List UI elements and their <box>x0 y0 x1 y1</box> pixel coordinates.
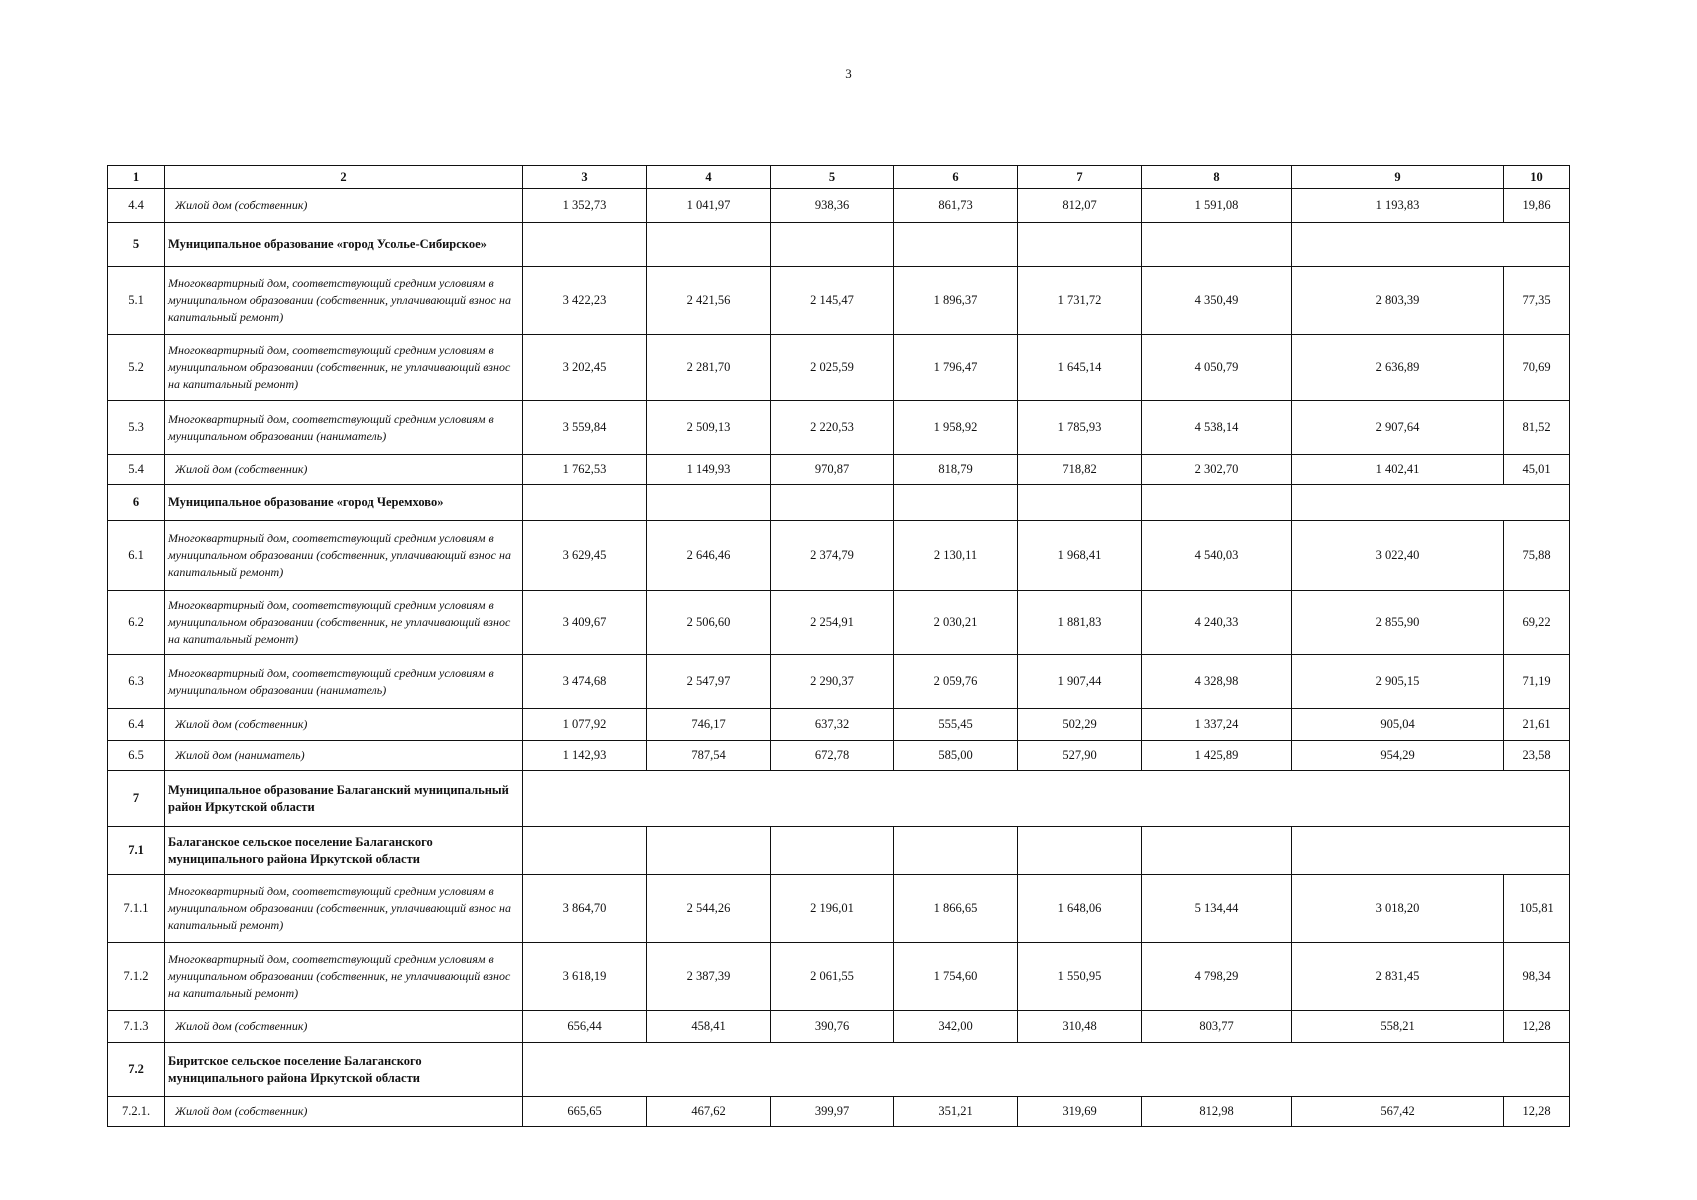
value-cell: 3 422,23 <box>523 267 647 335</box>
section-row <box>108 827 1570 875</box>
empty-cell <box>1292 827 1570 875</box>
value-cell: 2 907,64 <box>1292 401 1504 455</box>
value-cell: 98,34 <box>1504 943 1570 1011</box>
header-cell: 8 <box>1142 166 1292 189</box>
row-name: Жилой дом (собственник) <box>165 189 523 223</box>
table-row <box>108 401 1570 455</box>
row-number: 6.3 <box>108 655 165 709</box>
value-cell: 4 538,14 <box>1142 401 1292 455</box>
table-row <box>108 741 1570 771</box>
value-cell: 2 509,13 <box>647 401 771 455</box>
row-name: Жилой дом (собственник) <box>165 455 523 485</box>
empty-cell <box>894 485 1018 521</box>
value-cell: 2 059,76 <box>894 655 1018 709</box>
header-cell: 3 <box>523 166 647 189</box>
value-cell: 637,32 <box>771 709 894 741</box>
value-cell: 12,28 <box>1504 1097 1570 1127</box>
empty-cell <box>523 827 647 875</box>
section-title: Балаганское сельское поселение Балаганского муниципального района Иркутской области <box>165 827 523 875</box>
value-cell: 3 018,20 <box>1292 875 1504 943</box>
value-cell: 81,52 <box>1504 401 1570 455</box>
table-header-row <box>108 166 1570 189</box>
value-cell: 1 796,47 <box>894 335 1018 401</box>
value-cell: 5 134,44 <box>1142 875 1292 943</box>
value-cell: 4 350,49 <box>1142 267 1292 335</box>
value-cell: 2 061,55 <box>771 943 894 1011</box>
row-name: Многоквартирный дом, соответствующий средним условиям в муниципальном образовании (собственник, уплачивающий взнос на капитальный ремонт) <box>165 875 523 943</box>
row-number: 6.2 <box>108 591 165 655</box>
row-name: Многоквартирный дом, соответствующий средним условиям в муниципальном образовании (собственник, не уплачивающий взнос на капитальный ремонт) <box>165 943 523 1011</box>
value-cell: 2 290,37 <box>771 655 894 709</box>
value-cell: 2 145,47 <box>771 267 894 335</box>
value-cell: 1 142,93 <box>523 741 647 771</box>
value-cell: 4 328,98 <box>1142 655 1292 709</box>
value-cell: 1 402,41 <box>1292 455 1504 485</box>
value-cell: 1 041,97 <box>647 189 771 223</box>
empty-cell <box>1292 485 1570 521</box>
row-number: 5 <box>108 223 165 267</box>
value-cell: 2 646,46 <box>647 521 771 591</box>
value-cell: 3 559,84 <box>523 401 647 455</box>
value-cell: 861,73 <box>894 189 1018 223</box>
value-cell: 2 636,89 <box>1292 335 1504 401</box>
row-number: 7.1 <box>108 827 165 875</box>
row-number: 5.3 <box>108 401 165 455</box>
row-name: Многоквартирный дом, соответствующий средним условиям в муниципальном образовании (собственник, уплачивающий взнос на капитальный ремонт) <box>165 521 523 591</box>
value-cell: 4 798,29 <box>1142 943 1292 1011</box>
value-cell: 310,48 <box>1018 1011 1142 1043</box>
row-number: 7.2 <box>108 1043 165 1097</box>
value-cell: 905,04 <box>1292 709 1504 741</box>
row-name: Многоквартирный дом, соответствующий средним условиям в муниципальном образовании (наниматель) <box>165 401 523 455</box>
table-row <box>108 521 1570 591</box>
value-cell: 1 754,60 <box>894 943 1018 1011</box>
value-cell: 342,00 <box>894 1011 1018 1043</box>
value-cell: 2 220,53 <box>771 401 894 455</box>
table-row <box>108 875 1570 943</box>
value-cell: 3 202,45 <box>523 335 647 401</box>
value-cell: 399,97 <box>771 1097 894 1127</box>
value-cell: 1 337,24 <box>1142 709 1292 741</box>
value-cell: 2 254,91 <box>771 591 894 655</box>
row-name: Многоквартирный дом, соответствующий средним условиям в муниципальном образовании (наниматель) <box>165 655 523 709</box>
value-cell: 45,01 <box>1504 455 1570 485</box>
empty-cell <box>1018 223 1142 267</box>
value-cell: 4 540,03 <box>1142 521 1292 591</box>
value-cell: 458,41 <box>647 1011 771 1043</box>
value-cell: 3 864,70 <box>523 875 647 943</box>
row-name: Жилой дом (наниматель) <box>165 741 523 771</box>
table-row <box>108 335 1570 401</box>
value-cell: 4 050,79 <box>1142 335 1292 401</box>
empty-cell <box>1018 827 1142 875</box>
value-cell: 3 629,45 <box>523 521 647 591</box>
value-cell: 1 648,06 <box>1018 875 1142 943</box>
row-number: 5.2 <box>108 335 165 401</box>
value-cell: 1 896,37 <box>894 267 1018 335</box>
value-cell: 2 506,60 <box>647 591 771 655</box>
row-name: Многоквартирный дом, соответствующий средним условиям в муниципальном образовании (собственник, не уплачивающий взнос на капитальный ремонт) <box>165 591 523 655</box>
empty-cell <box>523 223 647 267</box>
empty-cell <box>894 827 1018 875</box>
header-cell: 6 <box>894 166 1018 189</box>
value-cell: 105,81 <box>1504 875 1570 943</box>
row-number: 5.4 <box>108 455 165 485</box>
row-number: 6.4 <box>108 709 165 741</box>
value-cell: 1 958,92 <box>894 401 1018 455</box>
value-cell: 319,69 <box>1018 1097 1142 1127</box>
value-cell: 2 855,90 <box>1292 591 1504 655</box>
value-cell: 12,28 <box>1504 1011 1570 1043</box>
value-cell: 2 547,97 <box>647 655 771 709</box>
section-row <box>108 485 1570 521</box>
value-cell: 567,42 <box>1292 1097 1504 1127</box>
header-cell: 7 <box>1018 166 1142 189</box>
section-title: Муниципальное образование «город Усолье-Сибирское» <box>165 223 523 267</box>
row-number: 6.5 <box>108 741 165 771</box>
row-number: 7.1.1 <box>108 875 165 943</box>
value-cell: 2 281,70 <box>647 335 771 401</box>
row-name: Жилой дом (собственник) <box>165 1011 523 1043</box>
value-cell: 585,00 <box>894 741 1018 771</box>
value-cell: 2 030,21 <box>894 591 1018 655</box>
section-row <box>108 771 1570 827</box>
value-cell: 467,62 <box>647 1097 771 1127</box>
value-cell: 803,77 <box>1142 1011 1292 1043</box>
value-cell: 672,78 <box>771 741 894 771</box>
value-cell: 2 025,59 <box>771 335 894 401</box>
table-row <box>108 455 1570 485</box>
row-name: Жилой дом (собственник) <box>165 709 523 741</box>
table-row <box>108 943 1570 1011</box>
empty-cell <box>771 223 894 267</box>
value-cell: 502,29 <box>1018 709 1142 741</box>
value-cell: 812,98 <box>1142 1097 1292 1127</box>
empty-cell <box>1142 827 1292 875</box>
value-cell: 77,35 <box>1504 267 1570 335</box>
value-cell: 787,54 <box>647 741 771 771</box>
value-cell: 2 544,26 <box>647 875 771 943</box>
value-cell: 2 905,15 <box>1292 655 1504 709</box>
value-cell: 2 374,79 <box>771 521 894 591</box>
table-row <box>108 655 1570 709</box>
empty-cell <box>647 223 771 267</box>
row-number: 7.1.2 <box>108 943 165 1011</box>
value-cell: 19,86 <box>1504 189 1570 223</box>
value-cell: 954,29 <box>1292 741 1504 771</box>
value-cell: 665,65 <box>523 1097 647 1127</box>
value-cell: 69,22 <box>1504 591 1570 655</box>
row-name: Жилой дом (собственник) <box>165 1097 523 1127</box>
value-cell: 71,19 <box>1504 655 1570 709</box>
value-cell: 970,87 <box>771 455 894 485</box>
value-cell: 351,21 <box>894 1097 1018 1127</box>
value-cell: 2 421,56 <box>647 267 771 335</box>
value-cell: 558,21 <box>1292 1011 1504 1043</box>
value-cell: 818,79 <box>894 455 1018 485</box>
value-cell: 1 866,65 <box>894 875 1018 943</box>
value-cell: 1 645,14 <box>1018 335 1142 401</box>
header-cell: 2 <box>165 166 523 189</box>
section-row <box>108 223 1570 267</box>
empty-cell <box>523 485 647 521</box>
row-number: 5.1 <box>108 267 165 335</box>
header-cell: 5 <box>771 166 894 189</box>
row-number: 7.1.3 <box>108 1011 165 1043</box>
value-cell: 1 785,93 <box>1018 401 1142 455</box>
value-cell: 1 881,83 <box>1018 591 1142 655</box>
value-cell: 527,90 <box>1018 741 1142 771</box>
empty-cell <box>1018 485 1142 521</box>
value-cell: 1 149,93 <box>647 455 771 485</box>
table-row <box>108 267 1570 335</box>
header-cell: 9 <box>1292 166 1504 189</box>
empty-cell <box>1142 223 1292 267</box>
value-cell: 70,69 <box>1504 335 1570 401</box>
section-title: Биритское сельское поселение Балаганского муниципального района Иркутской области <box>165 1043 523 1097</box>
value-cell: 390,76 <box>771 1011 894 1043</box>
table-row <box>108 189 1570 223</box>
row-name: Многоквартирный дом, соответствующий средним условиям в муниципальном образовании (собственник, не уплачивающий взнос на капитальный ремонт) <box>165 335 523 401</box>
empty-cell <box>1292 223 1570 267</box>
empty-cell <box>771 827 894 875</box>
value-cell: 1 550,95 <box>1018 943 1142 1011</box>
header-cell: 4 <box>647 166 771 189</box>
table-row <box>108 1097 1570 1127</box>
value-cell: 1 591,08 <box>1142 189 1292 223</box>
value-cell: 1 907,44 <box>1018 655 1142 709</box>
table-row <box>108 1011 1570 1043</box>
value-cell: 2 387,39 <box>647 943 771 1011</box>
tariff-table <box>107 165 1570 1127</box>
value-cell: 746,17 <box>647 709 771 741</box>
value-cell: 2 196,01 <box>771 875 894 943</box>
page-number: 3 <box>845 66 852 81</box>
empty-cell <box>647 827 771 875</box>
header-cell: 1 <box>108 166 165 189</box>
value-cell: 1 077,92 <box>523 709 647 741</box>
value-cell: 3 022,40 <box>1292 521 1504 591</box>
value-cell: 1 193,83 <box>1292 189 1504 223</box>
value-cell: 21,61 <box>1504 709 1570 741</box>
section-title: Муниципальное образование Балаганский муниципальный район Иркутской области <box>165 771 523 827</box>
row-number: 7 <box>108 771 165 827</box>
empty-cell <box>523 771 1570 827</box>
value-cell: 2 302,70 <box>1142 455 1292 485</box>
value-cell: 4 240,33 <box>1142 591 1292 655</box>
table-row <box>108 591 1570 655</box>
empty-cell <box>647 485 771 521</box>
value-cell: 938,36 <box>771 189 894 223</box>
value-cell: 75,88 <box>1504 521 1570 591</box>
row-number: 4.4 <box>108 189 165 223</box>
value-cell: 656,44 <box>523 1011 647 1043</box>
table-body <box>108 166 1570 1127</box>
value-cell: 2 130,11 <box>894 521 1018 591</box>
value-cell: 1 762,53 <box>523 455 647 485</box>
value-cell: 812,07 <box>1018 189 1142 223</box>
row-number: 6.1 <box>108 521 165 591</box>
value-cell: 1 968,41 <box>1018 521 1142 591</box>
value-cell: 1 425,89 <box>1142 741 1292 771</box>
empty-cell <box>1142 485 1292 521</box>
empty-cell <box>894 223 1018 267</box>
value-cell: 1 731,72 <box>1018 267 1142 335</box>
empty-cell <box>523 1043 1570 1097</box>
section-row <box>108 1043 1570 1097</box>
value-cell: 23,58 <box>1504 741 1570 771</box>
section-title: Муниципальное образование «город Черемхово» <box>165 485 523 521</box>
empty-cell <box>771 485 894 521</box>
row-number: 7.2.1. <box>108 1097 165 1127</box>
table-row <box>108 709 1570 741</box>
value-cell: 3 474,68 <box>523 655 647 709</box>
row-number: 6 <box>108 485 165 521</box>
value-cell: 1 352,73 <box>523 189 647 223</box>
value-cell: 555,45 <box>894 709 1018 741</box>
value-cell: 3 618,19 <box>523 943 647 1011</box>
value-cell: 2 831,45 <box>1292 943 1504 1011</box>
value-cell: 3 409,67 <box>523 591 647 655</box>
value-cell: 2 803,39 <box>1292 267 1504 335</box>
header-cell: 10 <box>1504 166 1570 189</box>
value-cell: 718,82 <box>1018 455 1142 485</box>
row-name: Многоквартирный дом, соответствующий средним условиям в муниципальном образовании (собственник, уплачивающий взнос на капитальный ремонт) <box>165 267 523 335</box>
